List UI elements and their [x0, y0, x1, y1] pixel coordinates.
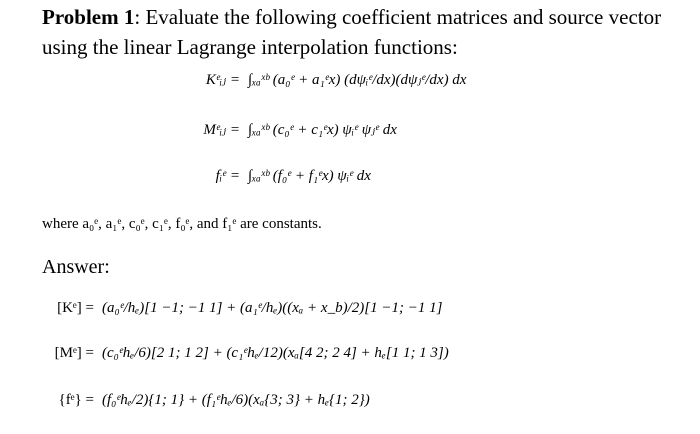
problem-statement — [42, 2, 692, 62]
equation-m-rhs: ∫ₓₐˣᵇ (c₀ᵉ + c₁ᵉx) ψᵢᵉ ψⱼᵉ dx — [248, 122, 397, 138]
equation-k-rhs: ∫ₓₐˣᵇ (a₀ᵉ + a₁ᵉx) (dψᵢᵉ/dx)(dψⱼᵉ/dx) dx — [248, 72, 467, 88]
equation-m-lhs: Mᵉᵢⱼ = — [203, 122, 240, 138]
answer-k-rhs: (a₀ᵉ/hₑ)[1 −1; −1 1] + (a₁ᵉ/hₑ)((xₐ + x_b)/2)[1 −1; −1 1] — [102, 300, 443, 316]
problem-text: : Evaluate the following coefficient matrices and source vector using the linear Lagrange interpolation functions: — [42, 5, 662, 59]
problem-label: Problem 1 — [42, 5, 135, 29]
answer-f-rhs: (f₀ᵉhₑ/2){1; 1} + (f₁ᵉhₑ/6)(xₐ{3; 3} + hₑ{1; 2}) — [102, 392, 370, 408]
answer-k-lhs: [Kᵉ] = — [57, 300, 94, 316]
answer-m-rhs: (c₀ᵉhₑ/6)[2 1; 1 2] + (c₁ᵉhₑ/12)(xₐ[4 2; 2 4] + hₑ[1 1; 1 3]) — [102, 345, 449, 361]
equation-f-lhs: fᵢᵉ = — [215, 168, 240, 184]
answer-m-lhs: [Mᵉ] = — [54, 345, 94, 361]
equation-k-lhs: Kᵉᵢⱼ = — [205, 72, 240, 88]
answer-label: Answer: — [42, 256, 110, 278]
answer-f-lhs: {fᵉ} = — [58, 392, 94, 408]
constants-note: where a₀ᵉ, a₁ᵉ, c₀ᵉ, c₁ᵉ, f₀ᵉ, and f₁ᵉ are constants. — [42, 216, 322, 232]
equation-f-rhs: ∫ₓₐˣᵇ (f₀ᵉ + f₁ᵉx) ψᵢᵉ dx — [248, 168, 371, 184]
